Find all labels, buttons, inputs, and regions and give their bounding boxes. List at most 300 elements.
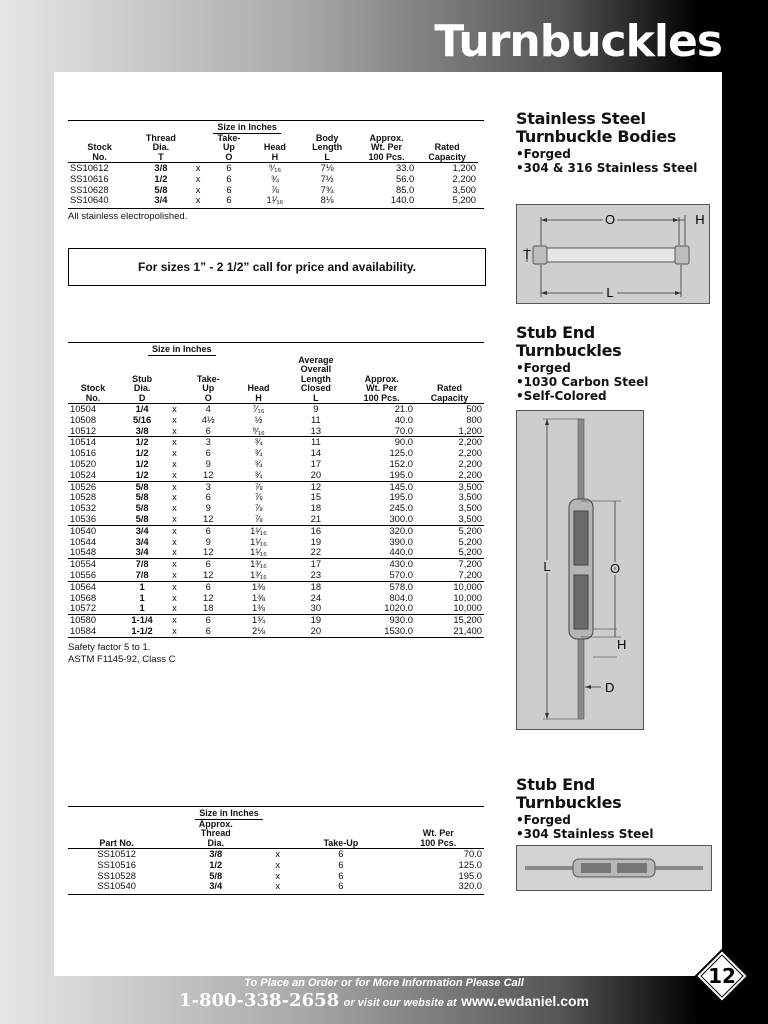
table-cell: ⁹⁄₁₆	[268, 162, 282, 173]
table-cell: 2,200	[415, 437, 484, 448]
header-line: Rated	[436, 383, 462, 393]
table-cell: 10,000	[453, 591, 482, 603]
table-row	[68, 593, 484, 604]
header-line: L	[313, 392, 319, 403]
table-cell: 6	[338, 858, 344, 870]
header-line: Dia.	[207, 837, 224, 848]
table-cell: 3/4	[154, 194, 168, 206]
table-cell: 12	[203, 512, 214, 524]
table-cell: 30	[310, 602, 322, 614]
table-row	[68, 537, 484, 548]
size-group-header: Size in Inches	[213, 123, 281, 134]
table-cell: 1¾	[234, 615, 284, 626]
header-line: Approx.	[364, 373, 399, 384]
table-row	[68, 570, 484, 581]
bullet: • Forged	[516, 813, 716, 827]
bullet: • 304 Stainless Steel	[516, 827, 716, 841]
table-cell: x	[172, 502, 177, 514]
table-cell: 6	[226, 183, 232, 195]
table-cell: 1/2	[118, 437, 166, 448]
header-line: Take-Up	[323, 837, 359, 848]
table-cell: 56.0	[395, 172, 415, 184]
table-cell: x	[275, 869, 281, 881]
table-row	[68, 581, 484, 592]
table-cell: 10568	[70, 591, 97, 603]
col-stub-dia	[118, 356, 166, 404]
header-line: O	[204, 392, 212, 403]
table-cell: 6	[183, 581, 234, 592]
table-cell: x	[172, 535, 177, 547]
table-cell: 10554	[68, 559, 118, 570]
table-cell: 3,500	[415, 481, 484, 492]
header-line: 100 Pcs.	[368, 151, 405, 162]
table-cell: 320.0	[348, 525, 415, 536]
col-takeup	[183, 356, 234, 404]
header-line: Stock	[80, 383, 106, 393]
table-cell: 10580	[68, 615, 118, 626]
col-takeup	[206, 134, 253, 163]
header-line: Head	[247, 383, 270, 393]
table-cell: x	[166, 615, 183, 626]
table-cell: 5,200	[452, 194, 476, 206]
content-page	[54, 72, 722, 976]
table-cell: 5/8	[135, 491, 149, 503]
table-cell: 17	[283, 559, 348, 570]
table-cell: x	[166, 437, 183, 448]
page-title: Turnbuckles	[434, 16, 722, 67]
table-cell: 7½	[320, 172, 334, 184]
col-body-length	[298, 134, 357, 163]
stub-ss-heading	[516, 776, 716, 841]
table-cell: 930.0	[348, 615, 415, 626]
table-cell: 1	[139, 602, 145, 614]
table-cell: 3/4	[118, 525, 166, 536]
table-cell: ¾	[254, 468, 263, 480]
page-number-badge	[694, 948, 750, 1004]
table-cell: 18	[283, 581, 348, 592]
header-line: No.	[92, 151, 107, 162]
table-cell: 195.0	[458, 869, 482, 881]
col-thread	[165, 820, 266, 849]
table-cell: ¾	[254, 447, 263, 459]
table-cell: 3/8	[154, 162, 168, 173]
table-cell: 7⅛	[320, 162, 334, 173]
turnbuckle-body-diagram	[516, 204, 710, 304]
table-cell: 7¾	[320, 183, 334, 195]
table-cell: 390.0	[389, 535, 413, 547]
table-cell: SS10540	[97, 880, 136, 892]
table-cell: 6	[183, 615, 234, 626]
table-cell: ⅞	[254, 512, 263, 524]
table-cell: ¾	[254, 457, 263, 469]
table-cell: 125.0	[458, 858, 482, 870]
col-capacity	[416, 134, 478, 163]
size-group-header: Size in Inches	[148, 345, 216, 356]
header-line: Up	[202, 383, 215, 393]
heading-line2: Turnbuckles	[516, 793, 622, 812]
table-cell: 5,200	[458, 546, 482, 558]
footer-contact	[0, 990, 768, 1011]
table-cell: 1¹⁄₁₆	[266, 194, 284, 206]
table-cell: 3/4	[135, 546, 149, 558]
table-cell: 24	[310, 591, 322, 603]
table-cell: 804.0	[389, 591, 413, 603]
header-line: Take-	[196, 373, 220, 384]
stub-carbon-table	[68, 342, 484, 638]
header-line: L	[324, 151, 330, 162]
table-cell: 6	[338, 848, 344, 859]
table-cell: 13	[310, 424, 322, 436]
table-cell: 9	[313, 403, 319, 414]
footer-call-text: To Place an Order or for More Information Please Call	[244, 977, 524, 989]
table-row	[68, 547, 484, 558]
table-cell: 11	[311, 413, 321, 425]
header-line: Part No.	[99, 837, 134, 848]
table-cell: 21	[310, 512, 322, 524]
table-row	[68, 492, 484, 503]
header-line: O	[225, 151, 233, 162]
table-cell: 10520	[70, 457, 97, 469]
table-cell: x	[172, 546, 177, 558]
table-cell: 10532	[70, 502, 97, 514]
table-cell: 10572	[70, 602, 97, 614]
table-row	[68, 459, 484, 470]
table-row	[68, 603, 484, 614]
table-cell: 9	[205, 535, 211, 547]
header-line: T	[158, 151, 164, 162]
table-cell: 6	[226, 172, 232, 184]
table-cell: 6	[226, 194, 232, 206]
table-cell: 5/8	[135, 502, 149, 514]
dim-d-label: D	[605, 680, 615, 695]
table-cell: x	[172, 512, 177, 524]
table-row	[68, 448, 484, 459]
table-row	[68, 503, 484, 514]
table-cell: 5,200	[415, 525, 484, 536]
callout-box: For sizes 1” - 2 1/2” call for price and availability.	[68, 248, 486, 286]
ss-note: All stainless electropolished.	[68, 211, 188, 223]
header-line: Closed	[300, 383, 331, 393]
table-cell: x	[172, 413, 177, 425]
table-cell: 10,000	[415, 581, 484, 592]
astm-note: ASTM F1145-92, Class C	[68, 653, 176, 665]
table-cell: ⁷⁄₁₆	[252, 403, 265, 414]
table-cell: 18	[203, 602, 214, 614]
table-cell: 3,500	[452, 183, 476, 195]
table-cell: 3,500	[458, 502, 482, 514]
table-cell: 90.0	[348, 437, 415, 448]
table-cell: 2⅛	[234, 626, 284, 637]
table-cell: x	[172, 424, 177, 436]
table-cell: 1⅜	[252, 591, 266, 603]
table-cell: 10526	[68, 481, 118, 492]
header-line: H	[271, 151, 279, 162]
header-line: Capacity	[428, 151, 466, 162]
table-cell: 5/16	[132, 413, 152, 425]
table-cell: 22	[310, 546, 322, 558]
table-cell: 17	[310, 457, 322, 469]
col-takeup	[289, 820, 392, 849]
page-number: 12	[708, 964, 736, 988]
table-cell: 320.0	[458, 880, 482, 892]
table-cell: 1⅜	[234, 581, 284, 592]
col-weight	[357, 134, 417, 163]
col-weight	[348, 356, 415, 404]
table-cell: x	[195, 194, 201, 206]
table-cell: 1,200	[458, 424, 482, 436]
table-row	[68, 470, 484, 481]
table-cell: 1¹⁄₁₆	[250, 546, 267, 558]
stub-carbon-heading	[516, 324, 716, 403]
table-cell: 300.0	[389, 512, 413, 524]
table-cell: SS10516	[97, 858, 136, 870]
heading-line2: Turnbuckle Bodies	[516, 127, 677, 146]
table-cell: 7,200	[415, 559, 484, 570]
col-thread	[131, 134, 190, 163]
table-cell: 12	[203, 468, 214, 480]
table-cell: 10540	[68, 525, 118, 536]
header-line: Body	[315, 132, 339, 143]
table-cell: 5,200	[458, 535, 482, 547]
table-cell: 570.0	[389, 568, 413, 580]
footer-visit-text: or visit our website at	[343, 997, 457, 1009]
table-cell: 195.0	[389, 468, 413, 480]
heading-line1: Stainless Steel	[516, 109, 646, 128]
col-capacity	[415, 356, 484, 404]
table-cell: SS10612	[70, 162, 109, 173]
table-cell: 20	[310, 468, 322, 480]
table-cell: 2,200	[452, 172, 476, 184]
table-cell: 12	[203, 568, 214, 580]
table-cell: 145.0	[348, 481, 415, 492]
table-cell: x	[172, 468, 177, 480]
table-cell: 5/8	[209, 869, 223, 881]
table-cell: 10528	[70, 491, 97, 503]
table-cell: 6	[183, 626, 234, 637]
table-cell: 2,200	[458, 468, 482, 480]
table-cell: 15	[310, 491, 322, 503]
stub-carbon-table-wrap	[68, 342, 484, 666]
col-stock	[68, 134, 131, 163]
stub-notes	[68, 642, 484, 666]
table-cell: x	[172, 447, 177, 459]
header-line: Approx.	[198, 818, 233, 829]
table-cell: 70.0	[463, 848, 482, 859]
bullet: • Forged	[516, 147, 716, 161]
table-cell: 23	[310, 568, 322, 580]
table-cell: 5/8	[135, 512, 149, 524]
table-cell: 70.0	[394, 424, 413, 436]
header-line: Length	[300, 373, 331, 384]
table-cell: x	[172, 568, 177, 580]
table-cell: 1/2	[154, 172, 168, 184]
table-cell: 1,200	[452, 162, 476, 173]
heading-line1: Stub End	[516, 323, 595, 342]
table-cell: 1	[118, 581, 166, 592]
table-cell: ⅞	[234, 481, 284, 492]
table-cell: 3	[183, 481, 234, 492]
table-cell: 1-1/4	[118, 615, 166, 626]
table-cell: 3,500	[458, 512, 482, 524]
header-line: Up	[222, 142, 235, 152]
table-cell: 245.0	[389, 502, 413, 514]
table-cell: 7,200	[458, 568, 482, 580]
table-cell: 195.0	[389, 491, 413, 503]
header-line: Head	[263, 142, 286, 152]
stub-ss-table-wrap	[68, 806, 484, 895]
table-row	[68, 559, 484, 570]
table-cell: 10508	[70, 413, 97, 425]
table-cell: 12	[203, 591, 214, 603]
table-cell: 140.0	[390, 194, 415, 206]
table-row	[68, 174, 484, 185]
table-cell: 10516	[70, 447, 97, 459]
dim-t-label: T	[523, 247, 531, 262]
table-cell: 40.0	[394, 413, 413, 425]
table-cell: x	[172, 602, 177, 614]
dim-h-label: H	[617, 637, 627, 652]
website-link[interactable]: www.ewdaniel.com	[461, 993, 590, 1009]
header-line: Wt. Per	[422, 828, 454, 838]
table-cell: 1³⁄₁₆	[250, 568, 267, 580]
table-cell: 19	[283, 615, 348, 626]
table-cell: 10,000	[453, 602, 482, 614]
table-cell: 800	[466, 413, 482, 425]
table-cell: SS10616	[70, 172, 109, 184]
header-line: Stub	[132, 373, 153, 384]
table-cell: 7/8	[135, 568, 149, 580]
header-line: Capacity	[430, 392, 469, 403]
table-cell: 1/2	[135, 468, 149, 480]
table-cell: 6	[183, 559, 234, 570]
table-cell: 5/8	[118, 481, 166, 492]
bullet: • Forged	[516, 361, 716, 375]
table-cell: 6	[205, 447, 211, 459]
table-cell: 10524	[70, 468, 97, 480]
table-cell: 12	[203, 546, 214, 558]
phone-number[interactable]: 1-800-338-2658	[178, 990, 340, 1011]
table-cell: 1¹⁄₁₆	[250, 535, 267, 547]
table-cell: 7/8	[118, 559, 166, 570]
col-stock	[68, 356, 118, 404]
table-cell: 5/8	[154, 183, 168, 195]
table-cell: 1/4	[135, 403, 149, 414]
table-cell: 10564	[68, 581, 118, 592]
header-line: Thread	[200, 828, 231, 838]
table-cell: 10556	[70, 568, 97, 580]
dim-h-label: H	[695, 212, 705, 227]
stub-ss-turnbuckle-photo	[516, 845, 712, 891]
table-row	[68, 881, 484, 892]
header-line: Take-	[217, 132, 241, 143]
table-cell: x	[275, 848, 281, 859]
table-cell: 3	[183, 437, 234, 448]
table-cell: 3/8	[135, 424, 149, 436]
table-cell: 6	[338, 880, 344, 892]
table-cell: 1/2	[135, 447, 149, 459]
table-cell: 1020.0	[384, 602, 413, 614]
table-row	[68, 426, 484, 437]
table-row	[68, 437, 484, 448]
header-line: D	[138, 392, 146, 403]
ss-bodies-heading	[516, 110, 716, 175]
table-cell: 1¹⁄₁₆	[234, 525, 284, 536]
table-cell: 6	[183, 525, 234, 536]
table-cell: 10536	[70, 512, 97, 524]
table-cell: x	[195, 172, 201, 184]
header-line: Wt. Per	[370, 142, 402, 152]
col-weight	[393, 820, 484, 849]
stub-ss-table	[68, 806, 484, 892]
table-cell: x	[166, 525, 183, 536]
table-cell: 6	[226, 162, 232, 173]
table-cell: 125.0	[389, 447, 413, 459]
table-cell: 430.0	[348, 559, 415, 570]
header-line: No.	[85, 392, 101, 403]
table-cell: 4	[205, 403, 211, 414]
header-line: Dia.	[133, 383, 151, 393]
header-line: Overall	[300, 364, 332, 374]
heading-line1: Stub End	[516, 775, 595, 794]
heading-line2: Turnbuckles	[516, 341, 622, 360]
table-cell: 1/2	[209, 858, 223, 870]
table-cell: 21,400	[415, 626, 484, 637]
ss-bodies-table	[68, 120, 484, 206]
header-line: Dia.	[152, 142, 170, 152]
table-cell: ⅞	[254, 502, 263, 514]
table-cell: 440.0	[389, 546, 413, 558]
table-cell: 2,200	[458, 447, 482, 459]
table-cell: 11	[283, 437, 348, 448]
table-cell: 1-1/2	[118, 626, 166, 637]
col-part-no	[68, 820, 165, 849]
table-cell: 21.0	[394, 403, 413, 414]
header-line: 100 Pcs.	[420, 837, 457, 848]
table-cell: x	[166, 481, 183, 492]
table-cell: 1530.0	[348, 626, 415, 637]
table-cell: x	[166, 581, 183, 592]
table-cell: 3/4	[135, 535, 149, 547]
dim-o-label: O	[609, 561, 621, 576]
table-cell: x	[195, 162, 201, 173]
header-line: Wt. Per	[366, 383, 398, 393]
safety-note: Safety factor 5 to 1.	[68, 641, 151, 653]
dim-l-label: L	[606, 285, 614, 300]
table-cell: ¾	[234, 437, 284, 448]
header-line: Average	[298, 354, 334, 365]
table-cell: 15,200	[415, 615, 484, 626]
table-cell: 4½	[201, 413, 215, 425]
table-cell: SS10640	[70, 194, 109, 206]
table-cell: 12	[283, 481, 348, 492]
table-cell: 1³⁄₁₆	[234, 559, 284, 570]
table-cell: 33.0	[395, 162, 415, 173]
table-cell: 9	[205, 457, 211, 469]
table-cell: 500	[466, 403, 482, 414]
table-row	[68, 860, 484, 871]
table-row	[68, 404, 484, 415]
table-cell: 20	[283, 626, 348, 637]
header-line: H	[255, 392, 262, 403]
table-cell: 10584	[68, 626, 118, 637]
table-cell: x	[275, 880, 281, 892]
table-cell: 16	[283, 525, 348, 536]
table-cell: x	[166, 626, 183, 637]
header-line: Rated	[434, 142, 460, 152]
bullet: • 1030 Carbon Steel	[516, 375, 716, 389]
col-head	[234, 356, 284, 404]
table-cell: x	[172, 591, 177, 603]
